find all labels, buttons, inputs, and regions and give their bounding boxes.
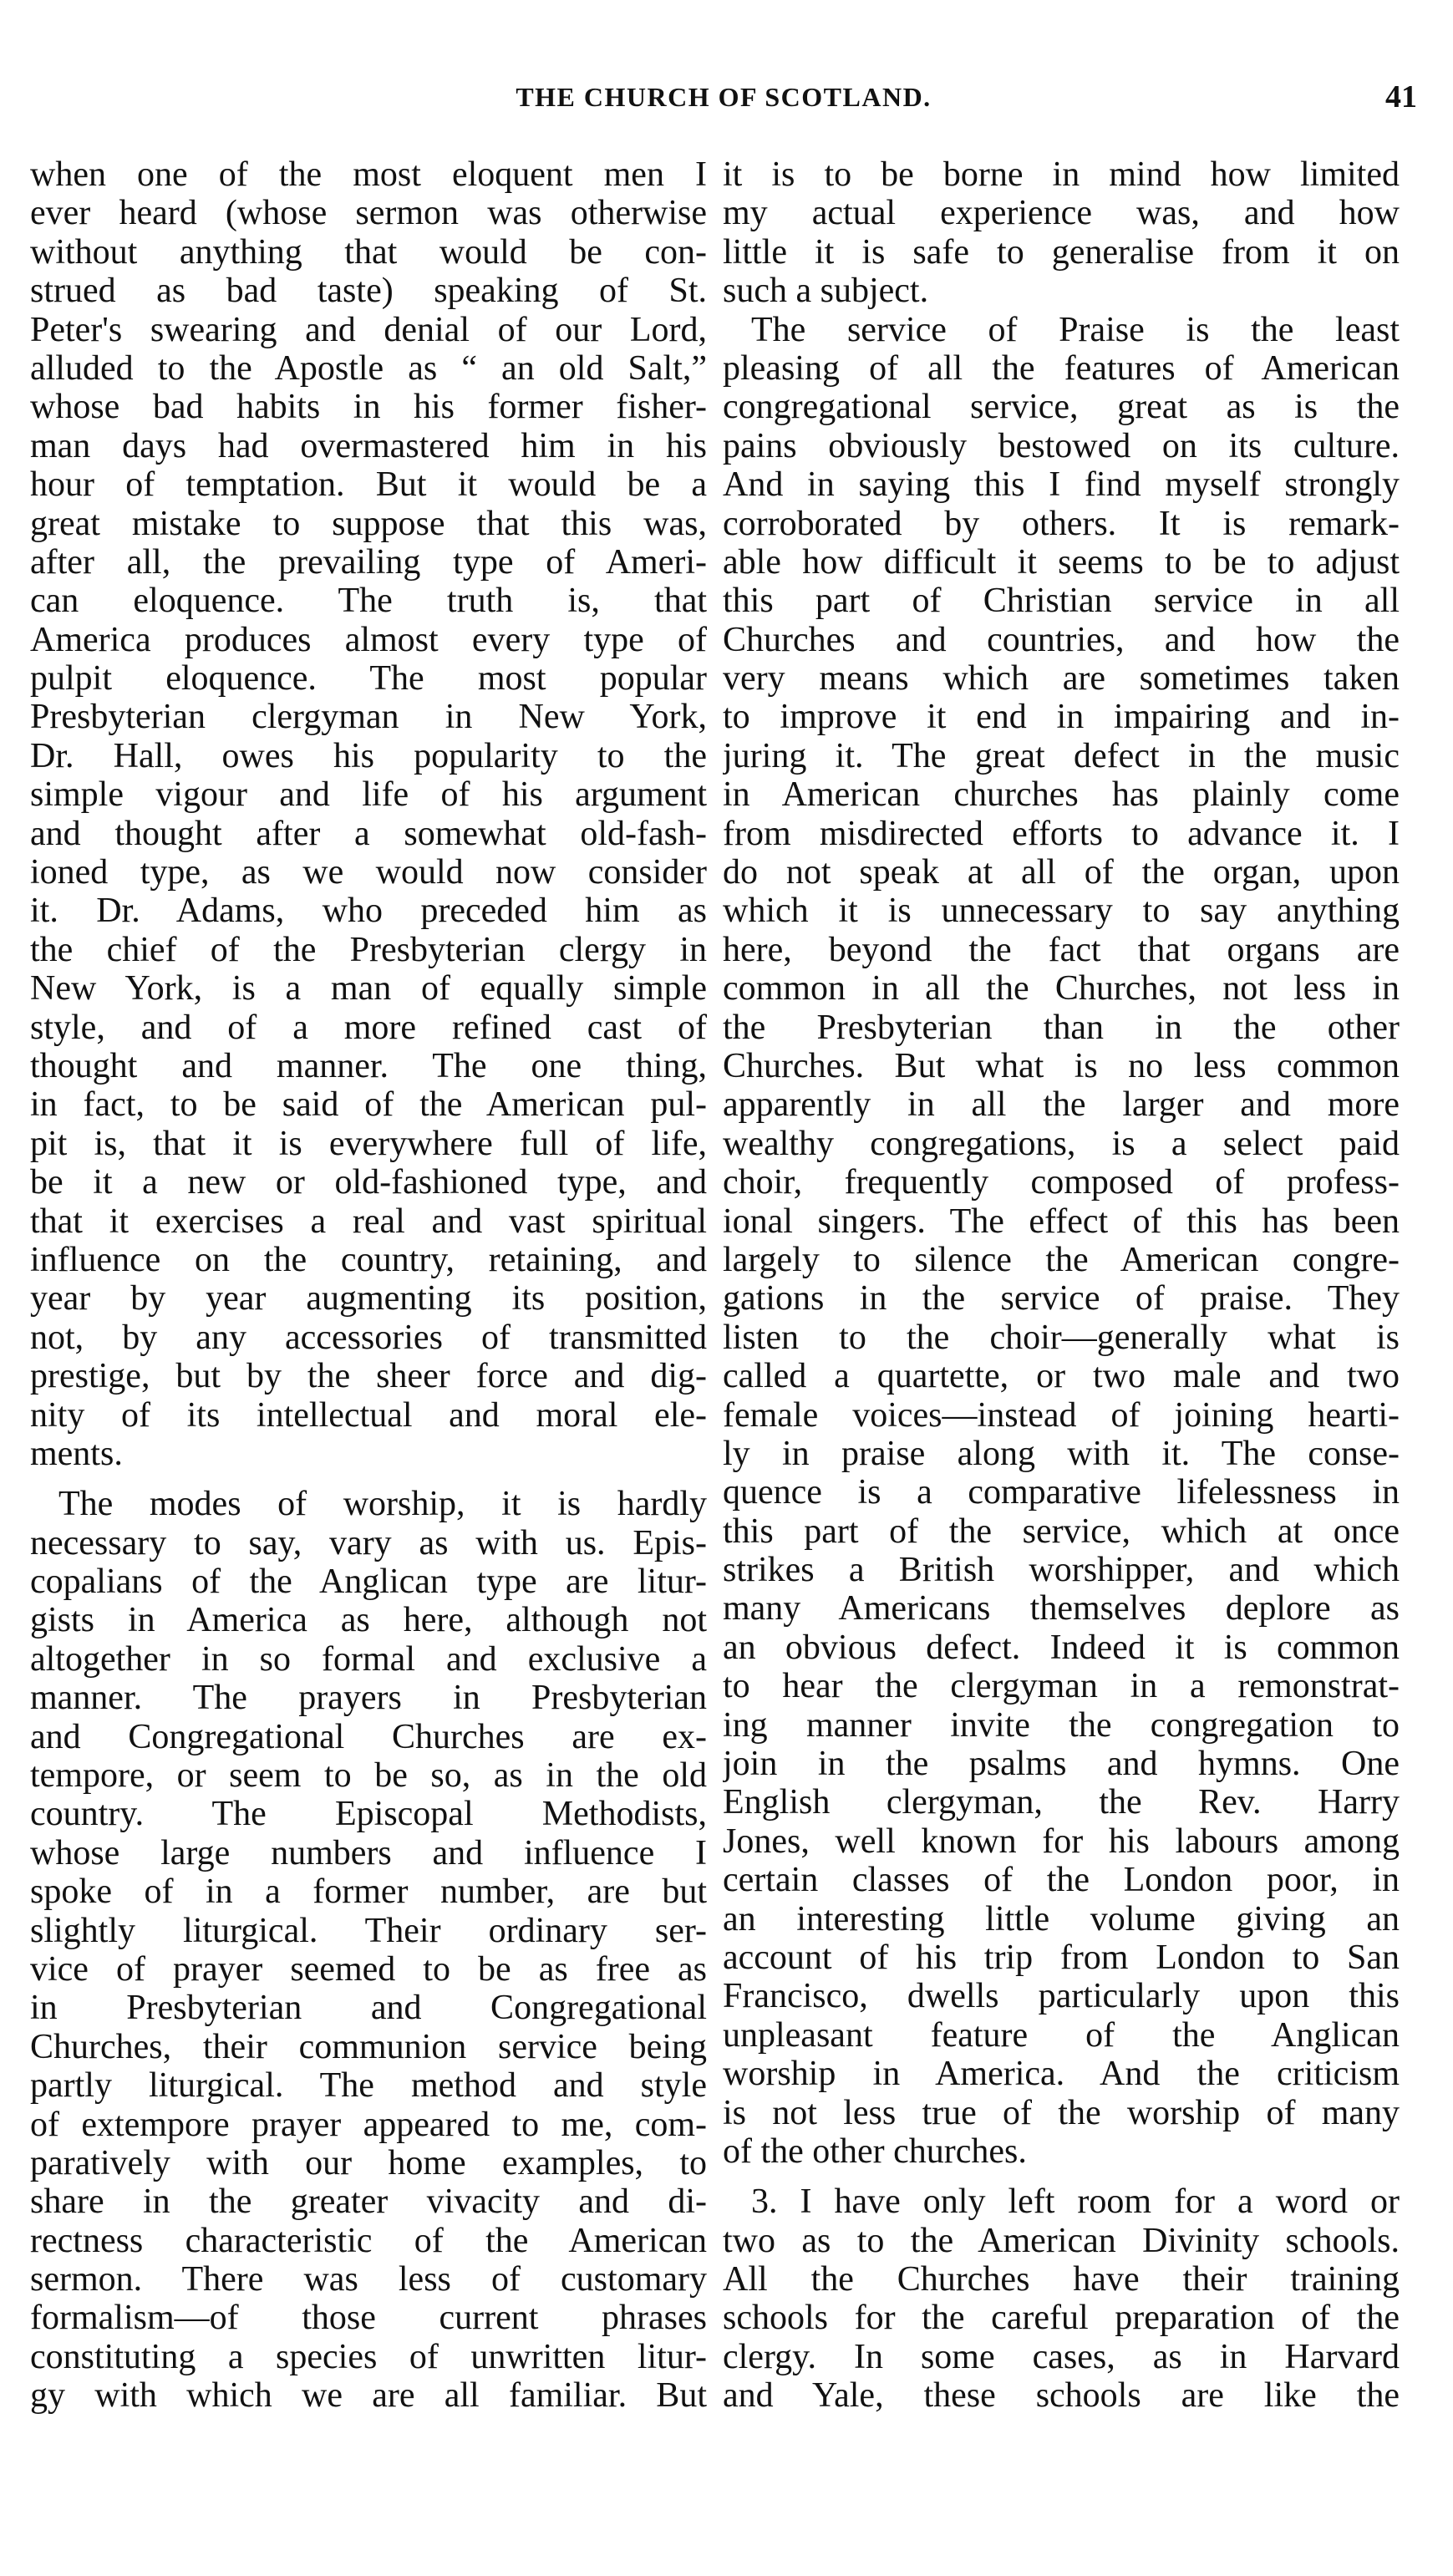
text-line: partly liturgical. The method and style [30, 2066, 707, 2106]
text-line: without anything that would be con- [30, 232, 707, 272]
text-line: Francisco, dwells particularly upon this [723, 1977, 1400, 2016]
text-line: ional singers. The effect of this has been [723, 1202, 1400, 1241]
text-line: listen to the choir—generally what is [723, 1318, 1400, 1357]
text-line: pit is, that it is everywhere full of life, [30, 1124, 707, 1163]
text-line: when one of the most eloquent men I [30, 155, 707, 194]
text-line: whose large numbers and influence I [30, 1833, 707, 1872]
text-line: this part of the service, which at once [723, 1512, 1400, 1551]
text-line: constituting a species of unwritten litur- [30, 2337, 707, 2376]
text-line: very means which are sometimes taken [723, 659, 1400, 699]
text-line: The modes of worship, it is hardly [58, 1485, 707, 1524]
text-line: which it is unnecessary to say anything [723, 892, 1400, 931]
text-line: New York, is a man of equally simple [30, 969, 707, 1009]
text-line: many Americans themselves deplore as [723, 1589, 1400, 1628]
text-line: juring it. The great defect in the music [723, 736, 1400, 775]
text-line: pulpit eloquence. The most popular [30, 659, 707, 699]
text-line: and Congregational Churches are ex- [30, 1717, 707, 1756]
text-line: of the other churches. [723, 2131, 1027, 2171]
text-line: altogether in so formal and exclusive a [30, 1639, 707, 1679]
text-line: alluded to the Apostle as “ an old Salt,” [30, 348, 707, 388]
text-line: it. Dr. Adams, who preceded him as [30, 892, 707, 931]
text-line: copalians of the Anglican type are litur- [30, 1562, 707, 1602]
text-line: this part of Christian service in all [723, 582, 1400, 621]
text-line: prestige, but by the sheer force and dig- [30, 1357, 707, 1396]
text-line: necessary to say, vary as with us. Epis- [30, 1523, 707, 1562]
text-line: 3. I have only left room for a word or [751, 2182, 1400, 2222]
text-line: hour of temptation. But it would be a [30, 465, 707, 505]
text-line: congregational service, great as is the [723, 388, 1400, 427]
right-column [723, 155, 1400, 2416]
text-line: worship in America. And the criticism [723, 2055, 1400, 2094]
text-line: here, beyond the fact that organs are [723, 930, 1400, 969]
text-line: choir, frequently composed of profess- [723, 1163, 1400, 1202]
text-line: common in all the Churches, not less in [723, 969, 1400, 1009]
text-line: quence is a comparative lifelessness in [723, 1473, 1400, 1512]
text-line: ing manner invite the congregation to [723, 1705, 1400, 1745]
text-line: to hear the clergyman in a remonstrat- [723, 1667, 1400, 1706]
text-line: in American churches has plainly come [723, 775, 1400, 815]
text-line: clergy. In some cases, as in Harvard [723, 2337, 1400, 2376]
text-line: pains obviously bestowed on its culture. [723, 426, 1400, 465]
text-line: in fact, to be said of the American pul- [30, 1085, 707, 1125]
text-line: do not speak at all of the organ, upon [723, 853, 1400, 892]
text-line: Presbyterian clergyman in New York, [30, 698, 707, 737]
text-line: sermon. There was less of customary [30, 2260, 707, 2299]
text-line: unpleasant feature of the Anglican [723, 2015, 1400, 2055]
text-line: America produces almost every type of [30, 620, 707, 659]
text-line: female voices—instead of joining hearti- [723, 1395, 1400, 1435]
text-line: simple vigour and life of his argument [30, 775, 707, 815]
text-line: gations in the service of praise. They [723, 1279, 1400, 1318]
text-line: an interesting little volume giving an [723, 1899, 1400, 1938]
text-line: gists in America as here, although not [30, 1601, 707, 1640]
text-line: corroborated by others. It is remark- [723, 504, 1400, 543]
text-line: man days had overmastered him in his [30, 426, 707, 465]
text-line: country. The Episcopal Methodists, [30, 1795, 707, 1834]
text-line: little it is safe to generalise from it on [723, 232, 1400, 272]
text-line: All the Churches have their training [723, 2260, 1400, 2299]
text-line: to improve it end in impairing and in- [723, 698, 1400, 737]
running-title: THE CHURCH OF SCOTLAND. [516, 82, 932, 112]
text-line: apparently in all the larger and more [723, 1085, 1400, 1125]
page-number: 41 [1385, 79, 1417, 114]
text-line: the chief of the Presbyterian clergy in [30, 930, 707, 969]
text-line: two as to the American Divinity schools. [723, 2221, 1400, 2260]
text-line: Jones, well known for his labours among [723, 1821, 1400, 1861]
text-line: pleasing of all the features of American [723, 348, 1400, 388]
text-line: ly in praise along with it. The conse- [723, 1434, 1400, 1473]
text-line: influence on the country, retaining, and [30, 1240, 707, 1279]
text-line: not, by any accessories of transmitted [30, 1318, 707, 1357]
text-line: Churches and countries, and how the [723, 620, 1400, 659]
text-line: in Presbyterian and Congregational [30, 1989, 707, 2028]
text-line: that it exercises a real and vast spiritual [30, 1202, 707, 1241]
text-line: vice of prayer seemed to be as free as [30, 1949, 707, 1989]
text-line: strued as bad taste) speaking of St. [30, 272, 707, 311]
paragraph-gap [723, 2171, 1400, 2182]
running-head [30, 72, 1417, 122]
text-line: join in the psalms and hymns. One [723, 1745, 1400, 1784]
text-line: be it a new or old-fashioned type, and [30, 1163, 707, 1202]
text-line: from misdirected efforts to advance it. I [723, 814, 1400, 853]
text-line: called a quartette, or two male and two [723, 1357, 1400, 1396]
text-line: spoke of in a former number, are but [30, 1872, 707, 1912]
text-line: English clergyman, the Rev. Harry [723, 1783, 1400, 1822]
text-line: thought and manner. The one thing, [30, 1046, 707, 1085]
text-line: Churches. But what is no less common [723, 1046, 1400, 1085]
text-line: the Presbyterian than in the other [723, 1008, 1400, 1047]
text-line: slightly liturgical. Their ordinary ser- [30, 1911, 707, 1950]
text-line: Churches, their communion service being [30, 2027, 707, 2066]
text-line: wealthy congregations, is a select paid [723, 1124, 1400, 1163]
text-line: Peter's swearing and denial of our Lord, [30, 310, 707, 349]
text-line: account of his trip from London to San [723, 1938, 1400, 1977]
text-line: whose bad habits in his former fisher- [30, 388, 707, 427]
text-line: gy with which we are all familiar. But [30, 2376, 707, 2416]
text-line: of extempore prayer appeared to me, com- [30, 2105, 707, 2144]
text-line: great mistake to suppose that this was, [30, 504, 707, 543]
text-line: nity of its intellectual and moral ele- [30, 1395, 707, 1435]
text-line: ever heard (whose sermon was otherwise [30, 194, 707, 233]
text-line: ioned type, as we would now consider [30, 853, 707, 892]
text-line: Dr. Hall, owes his popularity to the [30, 736, 707, 775]
text-line: and thought after a somewhat old-fash- [30, 814, 707, 853]
text-line: my actual experience was, and how [723, 194, 1400, 233]
text-line: The service of Praise is the least [751, 310, 1400, 349]
text-line: and Yale, these schools are like the [723, 2376, 1400, 2416]
text-line: year by year augmenting its position, [30, 1279, 707, 1318]
text-line: formalism—of those current phrases [30, 2299, 707, 2338]
text-line: able how difficult it seems to be to adjust [723, 542, 1400, 582]
text-line: it is to be borne in mind how limited [723, 155, 1400, 194]
text-line: an obvious defect. Indeed it is common [723, 1628, 1400, 1667]
text-line: schools for the careful preparation of the [723, 2299, 1400, 2338]
text-line: is not less true of the worship of many [723, 2093, 1400, 2132]
text-line: And in saying this I find myself strongly [723, 465, 1400, 505]
text-line: such a subject. [723, 272, 929, 311]
paragraph-gap [30, 1473, 707, 1485]
text-line: manner. The prayers in Presbyterian [30, 1679, 707, 1718]
text-line: tempore, or seem to be so, as in the old [30, 1756, 707, 1796]
text-line: can eloquence. The truth is, that [30, 582, 707, 621]
text-line: certain classes of the London poor, in [723, 1861, 1400, 1900]
text-line: after all, the prevailing type of Ameri- [30, 542, 707, 582]
left-column [30, 155, 707, 2416]
text-line: style, and of a more refined cast of [30, 1008, 707, 1047]
text-line: largely to silence the American congre- [723, 1240, 1400, 1279]
text-line: ments. [30, 1434, 123, 1473]
text-line: paratively with our home examples, to [30, 2143, 707, 2182]
text-line: strikes a British worshipper, and which [723, 1551, 1400, 1590]
text-line: share in the greater vivacity and di- [30, 2182, 707, 2222]
text-line: rectness characteristic of the American [30, 2221, 707, 2260]
